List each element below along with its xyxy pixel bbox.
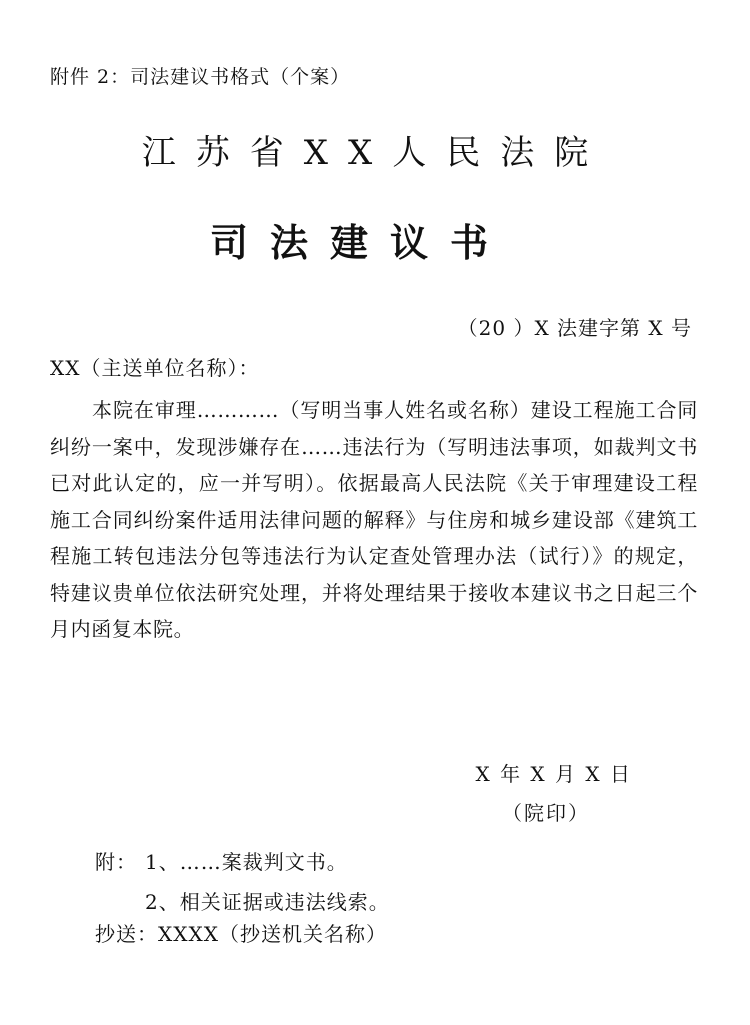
attachment-item <box>95 840 390 880</box>
body-paragraph: 本院在审理…………（写明当事人姓名或名称）建设工程施工合同纠纷一案中，发现涉嫌存在……违法行为（写明违法事项，如裁判文书已对此认定的，应一并写明）。依据最高人民法院《关于审理建设工程施工合同纠纷案件适用法律问题的解释》与住房和城乡建设部《建筑工程施工转包违法分包等违法行为认定查处管理办法（试行）》的规定，特建议贵单位依法研究处理，并将处理结果于接收本建议书之日起三个月内函复本院。 <box>50 398 698 641</box>
court-seal-label: （院印） <box>502 801 590 825</box>
attachments-prefix: 附： <box>95 849 137 874</box>
attachments-section <box>95 840 390 920</box>
attachment-label: 附件 2：司法建议书格式（个案） <box>50 66 351 88</box>
recipient-line: XX（主送单位名称）： <box>50 356 260 380</box>
document-title: 司法建议书 <box>209 221 510 265</box>
date-line: X 年 X 月 X 日 <box>475 762 632 786</box>
cc-line: 抄送：XXXX（抄送机关名称） <box>95 922 387 946</box>
court-name: 江苏省XX人民法院 <box>141 133 609 173</box>
case-number: （20 ）X 法建字第 X 号 <box>457 316 692 340</box>
attachment-item <box>95 880 390 920</box>
attachment-item-text: 2、相关证据或违法线索。 <box>145 889 390 914</box>
attachment-item-text: 1、……案裁判文书。 <box>145 849 348 874</box>
